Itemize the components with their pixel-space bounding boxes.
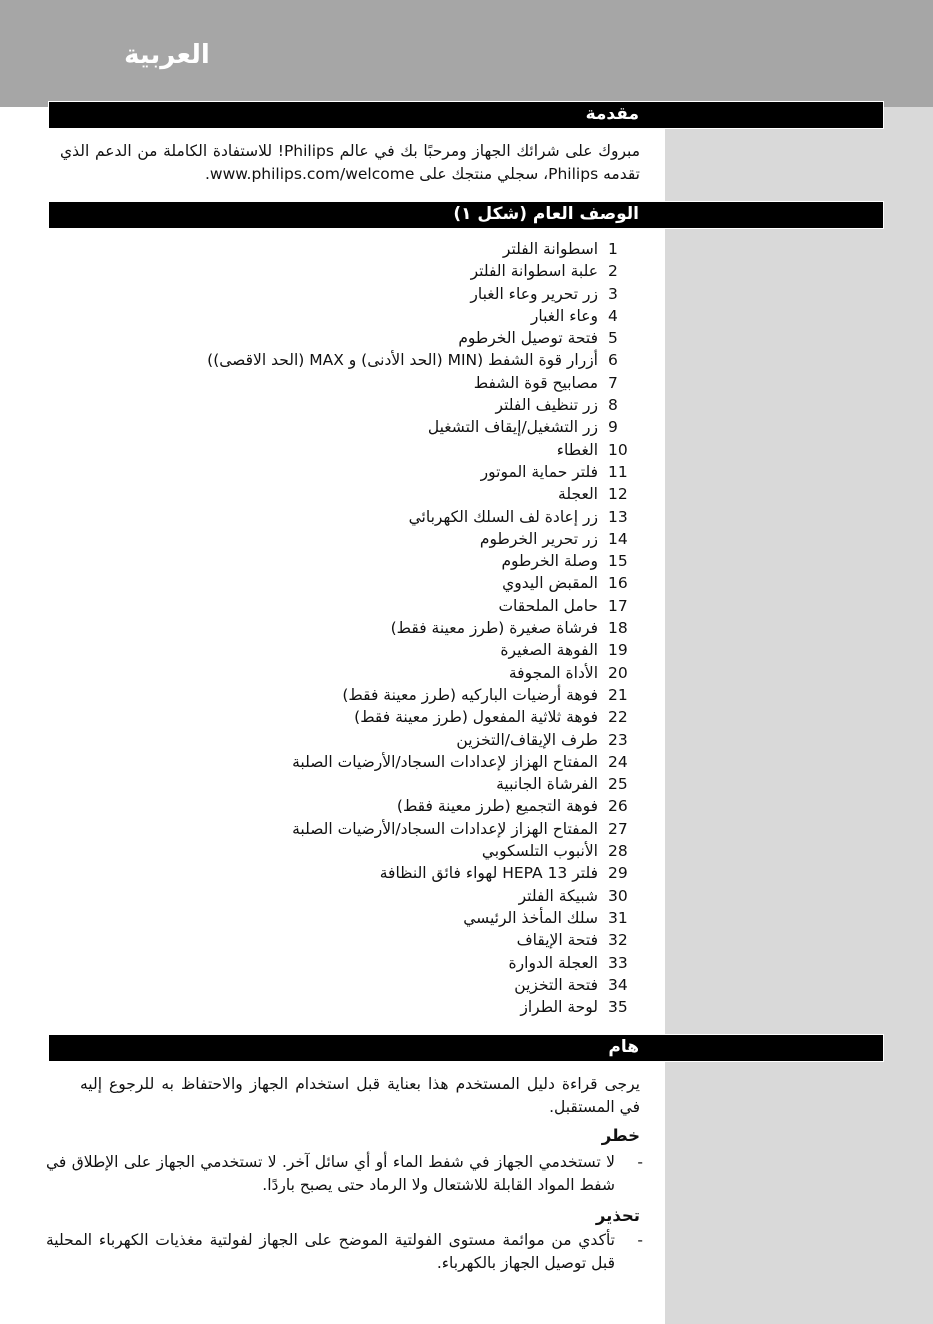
item-label: شبيكة الفلتر bbox=[518, 886, 598, 905]
item-number: 26 bbox=[608, 797, 628, 816]
item-number: 10 bbox=[608, 440, 628, 459]
item-label: علبة اسطوانة الفلتر bbox=[470, 262, 598, 281]
item-number: 6 bbox=[608, 351, 618, 370]
item-label: وعاء الغبار bbox=[530, 306, 598, 325]
item-label: سلك المأخذ الرئيسي bbox=[463, 908, 598, 927]
list-item bbox=[80, 974, 640, 996]
list-item bbox=[80, 595, 640, 617]
bullet-dash: - bbox=[637, 1231, 643, 1249]
list-item bbox=[80, 996, 640, 1018]
item-label: الفوهة الصغيرة bbox=[500, 641, 598, 660]
item-label: زر تحرير الخرطوم bbox=[479, 529, 598, 548]
item-number: 35 bbox=[608, 998, 628, 1017]
item-number: 23 bbox=[608, 730, 628, 749]
item-number: 33 bbox=[608, 953, 628, 972]
item-number: 14 bbox=[608, 529, 628, 548]
list-item bbox=[80, 483, 640, 505]
section-title-overview: الوصف العام (شكل ١) bbox=[453, 204, 639, 224]
item-number: 25 bbox=[608, 775, 628, 794]
section-bar-overview bbox=[48, 201, 884, 229]
list-item bbox=[80, 885, 640, 907]
warning-text: تأكدي من موائمة مستوى الفولتية الموضح على الجهاز لفولتية مغذيات الكهرباء المحلية قبل توصيل الجهاز بالكهرباء. bbox=[46, 1231, 615, 1272]
item-label: فوهة أرضيات الباركيه (طرز معينة فقط) bbox=[342, 685, 598, 704]
section-title-intro: مقدمة bbox=[585, 104, 639, 124]
item-label: زر إعادة لف السلك الكهربائي bbox=[408, 507, 598, 526]
item-label: مصابيح قوة الشفط bbox=[473, 373, 598, 392]
list-item bbox=[80, 416, 640, 438]
item-label: لوحة الطراز bbox=[520, 998, 598, 1017]
item-number: 15 bbox=[608, 552, 628, 571]
item-number: 13 bbox=[608, 507, 628, 526]
list-item bbox=[80, 795, 640, 817]
danger-text: لا تستخدمي الجهاز في شفط الماء أو أي سائل آخر. لا تستخدمي الجهاز على الإطلاق في شفط المواد القابلة للاشتعال ولا الرماد حتى يصبح باردًا. bbox=[46, 1153, 615, 1194]
item-number: 20 bbox=[608, 663, 628, 682]
item-label: فوهة ثلاثية المفعول (طرز معينة فقط) bbox=[354, 708, 598, 727]
item-number: 4 bbox=[608, 306, 618, 325]
section-bar-intro bbox=[48, 101, 884, 129]
item-label: الغطاء bbox=[556, 440, 598, 459]
item-label: المفتاح الهزاز لإعدادات السجاد/الأرضيات الصلبة bbox=[292, 819, 598, 838]
list-item bbox=[80, 929, 640, 951]
item-label: زر تنظيف الفلتر bbox=[495, 396, 598, 415]
item-number: 9 bbox=[608, 418, 618, 437]
item-number: 3 bbox=[608, 284, 618, 303]
item-label: فلتر HEPA 13 لهواء فائق النظافة bbox=[379, 864, 598, 883]
item-label: زر تحرير وعاء الغبار bbox=[470, 284, 598, 303]
item-number: 2 bbox=[608, 262, 618, 281]
list-item bbox=[80, 818, 640, 840]
list-item bbox=[80, 706, 640, 728]
language-title: العربية bbox=[124, 40, 210, 70]
list-item bbox=[80, 662, 640, 684]
list-item bbox=[80, 372, 640, 394]
item-number: 19 bbox=[608, 641, 628, 660]
item-label: فوهة التجميع (طرز معينة فقط) bbox=[396, 797, 598, 816]
list-item bbox=[80, 840, 640, 862]
intro-paragraph: مبروك على شرائك الجهاز ومرحبًا بك في عالم Philips! للاستفادة الكاملة من الدعم الذي تقدمه Philips، سجلي منتجك على www.philips.com/welcome. bbox=[60, 142, 640, 183]
list-item bbox=[80, 751, 640, 773]
header-band bbox=[0, 0, 933, 107]
item-label: فلتر حماية الموتور bbox=[480, 462, 598, 481]
item-number: 12 bbox=[608, 485, 628, 504]
bullet-dash: - bbox=[637, 1153, 643, 1171]
list-item bbox=[80, 550, 640, 572]
list-item bbox=[80, 283, 640, 305]
item-label: الفرشاة الجانبية bbox=[496, 775, 598, 794]
item-label: الأنبوب التلسكوبي bbox=[481, 842, 598, 861]
item-label: زر التشغيل/إيقاف التشغيل bbox=[427, 418, 598, 437]
item-label: أزرار قوة الشفط (MIN (الحد الأدنى) و MAX (الحد الاقصى)) bbox=[207, 351, 598, 370]
item-number: 1 bbox=[608, 240, 618, 258]
list-item bbox=[80, 907, 640, 929]
section-bar-important bbox=[48, 1034, 884, 1062]
list-item bbox=[80, 862, 640, 884]
list-item bbox=[80, 327, 640, 349]
parts-list bbox=[80, 238, 640, 1018]
list-item bbox=[80, 528, 640, 550]
item-label: فتحة توصيل الخرطوم bbox=[458, 329, 598, 348]
list-item bbox=[80, 439, 640, 461]
item-number: 16 bbox=[608, 574, 628, 593]
item-number: 22 bbox=[608, 708, 628, 727]
danger-heading: خطر bbox=[601, 1126, 640, 1145]
item-number: 7 bbox=[608, 373, 618, 392]
list-item bbox=[80, 684, 640, 706]
item-label: العجلة الدوارة bbox=[508, 953, 598, 972]
list-item bbox=[80, 349, 640, 371]
item-label: فرشاة صغيرة (طرز معينة فقط) bbox=[390, 619, 598, 638]
list-item bbox=[80, 729, 640, 751]
list-item bbox=[80, 260, 640, 282]
item-label: العجلة bbox=[558, 485, 598, 504]
item-number: 34 bbox=[608, 975, 628, 994]
list-item bbox=[80, 506, 640, 528]
item-number: 30 bbox=[608, 886, 628, 905]
item-label: الأداة المجوفة bbox=[508, 663, 598, 682]
list-item bbox=[80, 639, 640, 661]
item-number: 11 bbox=[608, 462, 628, 481]
item-number: 21 bbox=[608, 685, 628, 704]
item-label: فتحة التخزين bbox=[514, 975, 598, 994]
item-label: المفتاح الهزاز لإعدادات السجاد/الأرضيات الصلبة bbox=[292, 752, 598, 771]
item-label: المقبض اليدوي bbox=[502, 574, 598, 593]
list-item bbox=[80, 394, 640, 416]
side-margin-band bbox=[665, 107, 933, 1324]
important-paragraph: يرجى قراءة دليل المستخدم هذا بعناية قبل استخدام الجهاز والاحتفاظ به للرجوع إليه في المستقبل. bbox=[80, 1075, 640, 1116]
item-label: طرف الإيقاف/التخزين bbox=[456, 730, 598, 749]
list-item bbox=[80, 305, 640, 327]
section-title-important: هام bbox=[608, 1037, 639, 1057]
list-item bbox=[80, 461, 640, 483]
list-item bbox=[80, 773, 640, 795]
item-number: 24 bbox=[608, 752, 628, 771]
list-item bbox=[80, 952, 640, 974]
list-item bbox=[80, 238, 640, 260]
item-number: 31 bbox=[608, 908, 628, 927]
warning-heading: تحذير bbox=[595, 1206, 640, 1225]
item-number: 5 bbox=[608, 329, 618, 348]
list-item bbox=[80, 617, 640, 639]
item-label: فتحة الإيقاف bbox=[516, 931, 598, 950]
item-label: حامل الملحقات bbox=[498, 596, 598, 615]
item-number: 17 bbox=[608, 596, 628, 615]
item-number: 28 bbox=[608, 842, 628, 861]
item-number: 32 bbox=[608, 931, 628, 950]
item-label: وصلة الخرطوم bbox=[501, 552, 598, 571]
list-item bbox=[80, 572, 640, 594]
item-number: 29 bbox=[608, 864, 628, 883]
item-number: 18 bbox=[608, 619, 628, 638]
item-label: اسطوانة الفلتر bbox=[502, 240, 598, 258]
item-number: 27 bbox=[608, 819, 628, 838]
item-number: 8 bbox=[608, 396, 618, 415]
